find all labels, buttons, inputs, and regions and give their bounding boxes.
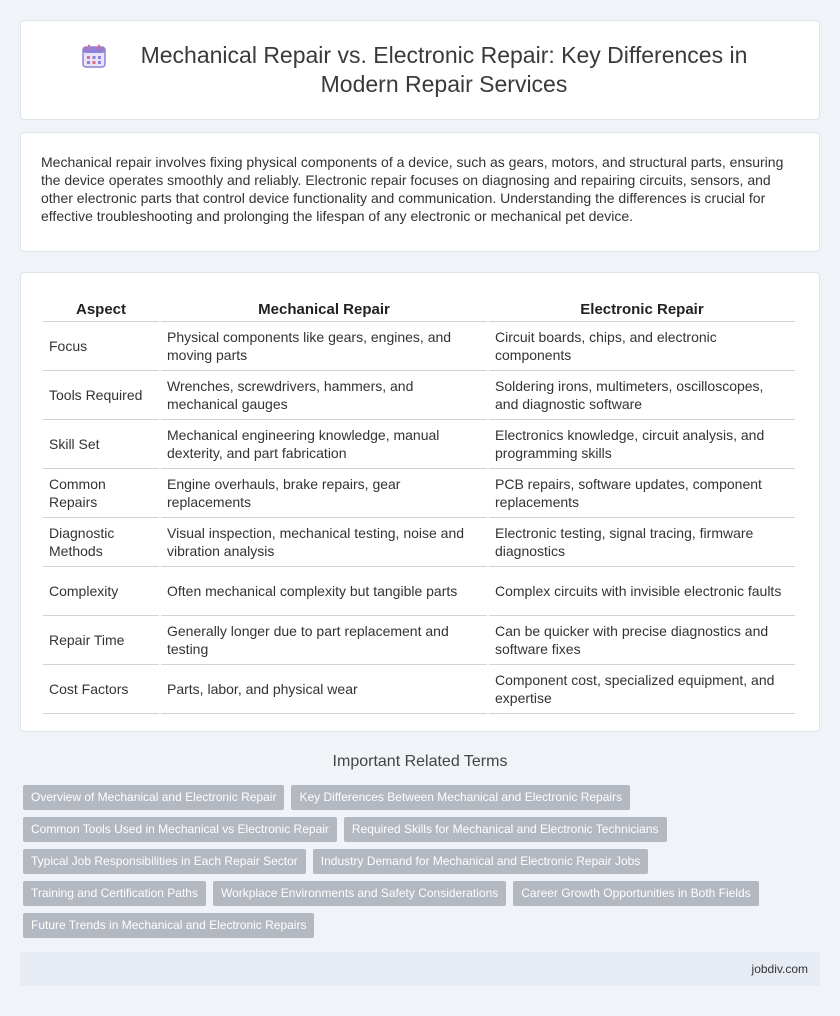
table-cell-aspect: Common Repairs — [43, 469, 159, 518]
table-cell-aspect: Diagnostic Methods — [43, 518, 159, 567]
intro-card — [20, 132, 820, 252]
table-row — [43, 567, 795, 616]
table-cell-aspect: Focus — [43, 322, 159, 371]
table-cell-elec: Electronics knowledge, circuit analysis, and programming skills — [489, 420, 795, 469]
table-cell-aspect: Complexity — [43, 567, 159, 616]
table-row — [43, 469, 795, 518]
table-cell-elec: PCB repairs, software updates, component replacements — [489, 469, 795, 518]
related-term-tag[interactable]: Training and Certification Paths — [23, 881, 206, 906]
page-title: Mechanical Repair vs. Electronic Repair: Key Differences in Modern Repair Services — [140, 42, 748, 97]
related-term-tag[interactable]: Workplace Environments and Safety Considerations — [213, 881, 506, 906]
header-card — [20, 20, 820, 120]
table-cell-aspect: Skill Set — [43, 420, 159, 469]
table-cell-mech: Often mechanical complexity but tangible parts — [161, 567, 487, 616]
intro-paragraph: Mechanical repair involves fixing physical components of a device, such as gears, motors, and structural parts, ensuring the device operates smoothly and reliably. Electronic repair focuses on diagnosing and repairing circuits, sensors, and other electronic parts that control device functionality and communication. Understanding the differences is crucial for effective troubleshooting and prolonging the lifespan of any electronic or mechanical pet device. — [41, 154, 784, 224]
table-row — [43, 371, 795, 420]
comparison-card — [20, 272, 820, 732]
table-cell-elec: Component cost, specialized equipment, and expertise — [489, 665, 795, 714]
footer-site-link[interactable]: jobdiv.com — [751, 962, 808, 976]
table-cell-elec: Electronic testing, signal tracing, firmware diagnostics — [489, 518, 795, 567]
table-cell-mech: Generally longer due to part replacement and testing — [161, 616, 487, 665]
table-cell-elec: Circuit boards, chips, and electronic components — [489, 322, 795, 371]
comparison-table — [41, 297, 797, 714]
column-header-mechanical: Mechanical Repair — [161, 297, 487, 322]
table-row — [43, 665, 795, 714]
related-term-tag[interactable]: Career Growth Opportunities in Both Fields — [513, 881, 758, 906]
table-cell-mech: Engine overhauls, brake repairs, gear replacements — [161, 469, 487, 518]
related-term-tag[interactable]: Overview of Mechanical and Electronic Repair — [23, 785, 284, 810]
related-terms-list — [23, 785, 823, 945]
column-header-electronic: Electronic Repair — [489, 297, 795, 322]
related-term-tag[interactable]: Typical Job Responsibilities in Each Repair Sector — [23, 849, 306, 874]
table-cell-mech: Wrenches, screwdrivers, hammers, and mechanical gauges — [161, 371, 487, 420]
table-header-row — [43, 297, 795, 322]
table-body — [43, 322, 795, 714]
calendar-icon — [81, 43, 107, 69]
table-cell-aspect: Tools Required — [43, 371, 159, 420]
related-term-tag[interactable]: Future Trends in Mechanical and Electronic Repairs — [23, 913, 314, 938]
related-terms-title: Important Related Terms — [332, 753, 508, 770]
table-cell-mech: Mechanical engineering knowledge, manual dexterity, and part fabrication — [161, 420, 487, 469]
table-cell-aspect: Cost Factors — [43, 665, 159, 714]
table-cell-elec: Soldering irons, multimeters, oscilloscopes, and diagnostic software — [489, 371, 795, 420]
table-cell-mech: Physical components like gears, engines, and moving parts — [161, 322, 487, 371]
table-cell-aspect: Repair Time — [43, 616, 159, 665]
table-cell-mech: Visual inspection, mechanical testing, noise and vibration analysis — [161, 518, 487, 567]
table-row — [43, 616, 795, 665]
table-cell-mech: Parts, labor, and physical wear — [161, 665, 487, 714]
related-term-tag[interactable]: Required Skills for Mechanical and Electronic Technicians — [344, 817, 667, 842]
table-row — [43, 322, 795, 371]
related-term-tag[interactable]: Key Differences Between Mechanical and Electronic Repairs — [291, 785, 630, 810]
related-term-tag[interactable]: Common Tools Used in Mechanical vs Electronic Repair — [23, 817, 337, 842]
table-row — [43, 518, 795, 567]
table-cell-elec: Can be quicker with precise diagnostics and software fixes — [489, 616, 795, 665]
table-row — [43, 420, 795, 469]
column-header-aspect: Aspect — [43, 297, 159, 322]
table-cell-elec: Complex circuits with invisible electronic faults — [489, 567, 795, 616]
related-term-tag[interactable]: Industry Demand for Mechanical and Electronic Repair Jobs — [313, 849, 649, 874]
footer — [20, 952, 820, 986]
